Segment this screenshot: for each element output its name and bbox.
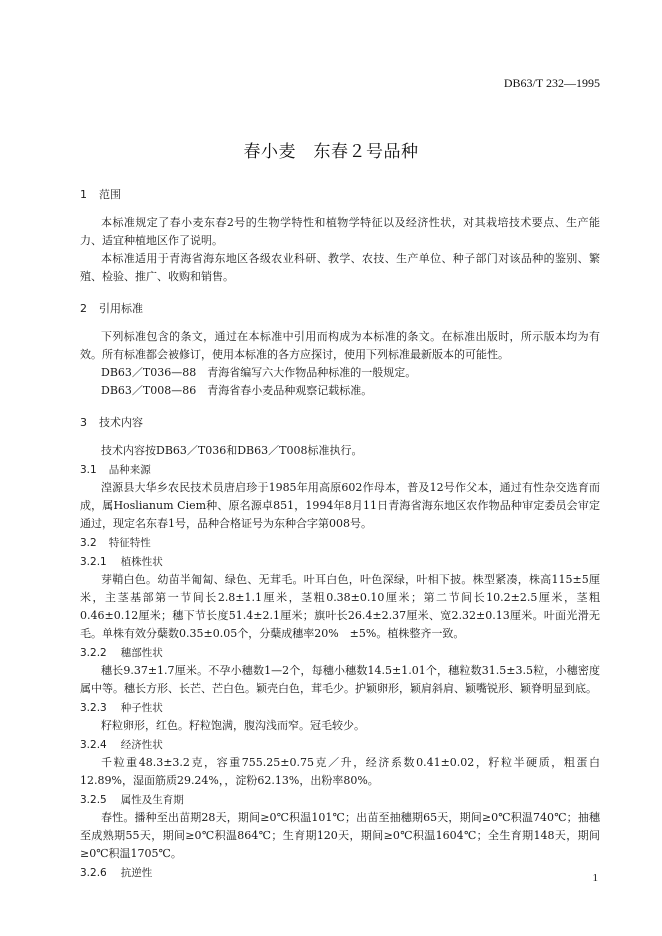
paragraph: 芽鞘白色。幼苗半匍匐、绿色、无茸毛。叶耳白色，叶色深绿，叶相下披。株型紧凑，株高115±5厘米，主茎基部第一节间长2.8±1.1厘米，茎粗0.38±0.10厘米；第二节间长10.2±2.5厘米，茎粗0.46±0.12厘米；穗下节长度51.4±2.1厘米；旗叶长26.4±2.37厘米、宽2.32±0.13厘米。叶面光滑无毛。单株有效分蘖数0.35±0.05个，分蘖成穗率20% ±5%。植株整齐一致。 [80,573,600,640]
section-number: 3.2 [80,537,97,549]
section-number: 1 [80,188,87,201]
subsection-heading-3-2-2 [80,644,600,662]
paragraph: 下列标准包含的条文，通过在本标准中引用而构成为本标准的条文。在标准出版时，所示版本均为有效。所有标准都会被修订，使用本标准的各方应探讨，使用下列标准最新版本的可能性。 [80,330,600,361]
section-heading-3 [80,414,600,432]
page-number: 1 [592,872,598,884]
section-title: 种子性状 [120,702,163,714]
section-title: 植株性状 [120,556,163,568]
section-number: 3.2.1 [80,556,107,568]
paragraph: 本标准适用于青海省海东地区各级农业科研、教学、农技、生产单位、种子部门对该品种的鉴别、繁殖、检验、推广、收购和销售。 [80,252,600,283]
document-title: 春小麦 东春２号品种 [243,142,419,162]
section-number: 3.2.6 [80,867,107,879]
section-title: 经济性状 [120,739,163,751]
section-number: 2 [80,302,87,315]
section-number: 3.2.4 [80,739,107,751]
standard-code: DB63/T 232—1995 [503,76,600,90]
section-title: 范围 [99,188,121,201]
paragraph: 穗长9.37±1.7厘米。不孕小穗数1—2个，每穗小穗数14.5±1.01个，穗粒数31.5±3.5粒，小穗密度属中等。穗长方形、长芒、芒白色。颖壳白色，茸毛少。护颖卵形，颖肩斜肩、颖嘴锐形、颖脊明显到底。 [80,664,600,695]
section-number: 3 [80,416,87,429]
section-number: 3.2.3 [80,702,107,714]
paragraph: 技术内容按DB63／T036和DB63／T008标准执行。 [101,444,363,457]
paragraph: 本标准规定了春小麦东春2号的生物学特性和植物学特征以及经济性状，对其栽培技术要点、生产能力、适宜种植地区作了说明。 [80,216,600,247]
section-title: 技术内容 [99,416,143,429]
section-title: 属性及生育期 [120,794,184,806]
paragraph: 春性。播种至出苗期28天，期间≥0℃积温101℃；出苗至抽穗期65天，期间≥0℃积温740℃；抽穗至成熟期55天，期间≥0℃积温864℃；生育期120天，期间≥0℃积温1604℃；全生育期148天，期间≥0℃积温1705℃。 [80,811,600,860]
reference-item: DB63／T008—86 青海省春小麦品种观察记载标准。 [101,384,373,397]
section-title: 抗逆性 [120,867,153,879]
subsection-heading-3-2-4 [80,736,600,754]
subsection-heading-3-2-5 [80,791,600,809]
subsection-heading-3-2-3 [80,699,600,717]
section-heading-1 [80,186,600,204]
section-number: 3.2.5 [80,794,107,806]
section-title: 品种来源 [108,464,151,476]
section-heading-2 [80,300,600,318]
subsection-heading-3-1 [80,461,600,479]
paragraph: 湟源县大华乡农民技术员唐启珍于1985年用高原602作母本，普及12号作父本，通过有性杂交选育而成，属Hoslianum Ciem种、原名源卓851，1994年8月11日青海省海东地区农作物品种审定委员会审定通过，现定名东春1号，品种合格证号为东种合字第008号。 [80,481,600,530]
paragraph: 籽粒卵形，红色。籽粒饱满，腹沟浅而窄。冠毛较少。 [101,719,365,732]
section-number: 3.2.2 [80,647,107,659]
section-number: 3.1 [80,464,97,476]
reference-item: DB63／T036—88 青海省编写六大作物品种标准的一般规定。 [101,366,417,379]
subsection-heading-3-2 [80,534,600,552]
section-title: 穗部性状 [120,647,163,659]
subsection-heading-3-2-6 [80,864,600,882]
subsection-heading-3-2-1 [80,553,600,571]
section-title: 引用标准 [99,302,143,315]
document-body [80,186,600,882]
section-title: 特征特性 [108,537,151,549]
paragraph: 千粒重48.3±3.2克，容重755.25±0.75克／升，经济系数0.41±0.02，籽粒半硬质，粗蛋白12.89%，湿面筋质29.24%，，淀粉62.13%，出粉率80%。 [80,756,600,787]
